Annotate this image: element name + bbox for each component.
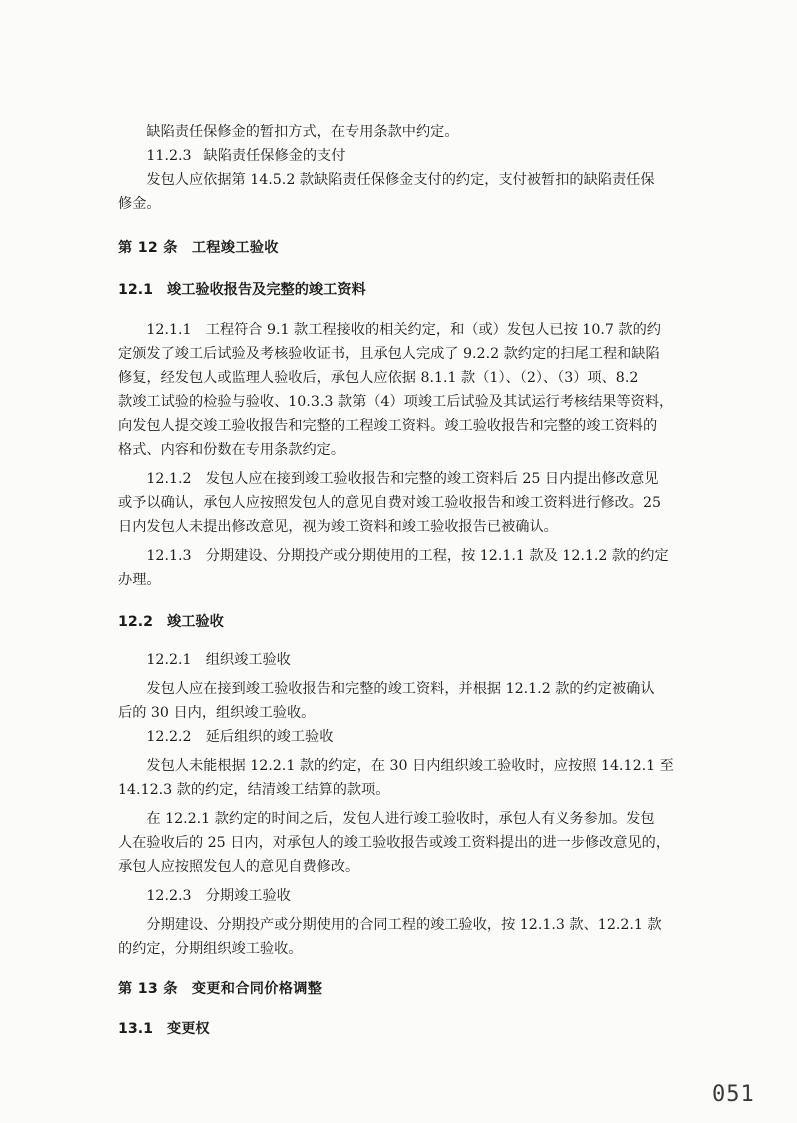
paragraph (118, 913, 700, 961)
text-line: 修金。 (118, 196, 161, 212)
clause-12-1-1 (118, 318, 700, 462)
section-title: 变更权 (167, 1021, 210, 1037)
clause-number: 11.2.3 (146, 148, 192, 164)
paragraph (118, 807, 700, 879)
text-line: 修复，经发包人或监理人验收后，承包人应依据 8.1.1 款（1）、（2）、（3）项、8.2 (118, 370, 639, 386)
article-number: 第 13 条 (118, 981, 178, 997)
page-number: 051 (712, 1082, 755, 1107)
section-12-2-heading (118, 610, 700, 634)
text-line: 款竣工试验的检验与验收、10.3.3 款第（4）项竣工后试验及其试运行考核结果等资料， (118, 394, 674, 410)
text-line: 办理。 (118, 572, 161, 588)
page-content (118, 120, 700, 1041)
text-line: 日内发包人未提出修改意见，视为竣工资料和竣工验收报告已被确认。 (118, 519, 558, 535)
text-line: 承包人应按照发包人的意见自费修改。 (118, 859, 360, 875)
article-13-heading (118, 977, 700, 1001)
text-line: 发包人应在接到竣工验收报告和完整的竣工资料，并根据 12.1.2 款的约定被确认 (146, 681, 655, 697)
section-number: 13.1 (118, 1021, 154, 1037)
article-number: 第 12 条 (118, 240, 178, 256)
section-title: 竣工验收 (167, 614, 224, 630)
text-line: 分期建设、分期投产或分期使用的合同工程的竣工验收，按 12.1.3 款、12.2.1 款 (146, 917, 662, 933)
text-line: 向发包人提交竣工验收报告和完整的工程竣工资料。竣工验收报告和完整的竣工资料的 (118, 418, 658, 434)
text-line: 12.1.2 发包人应在接到竣工验收报告和完整的竣工资料后 25 日内提出修改意见 (146, 471, 659, 487)
section-number: 12.1 (118, 282, 154, 298)
section-12-1-heading (118, 278, 700, 302)
text-line: 14.12.3 款的约定，结清竣工结算的款项。 (118, 782, 390, 798)
section-number: 12.2 (118, 614, 154, 630)
text-line: 发包人未能根据 12.2.1 款的约定，在 30 日内组织竣工验收时，应按照 14.12.1 至 (146, 758, 674, 774)
text-line: 的约定，分期组织竣工验收。 (118, 941, 303, 957)
paragraph (118, 677, 700, 725)
text-line: 定颁发了竣工后试验及考核验收证书，且承包人完成了 9.2.2 款约定的扫尾工程和缺陷 (118, 346, 660, 362)
text-line: 12.1.1 工程符合 9.1 款工程接收的相关约定，和（或）发包人已按 10.7 款的约 (146, 322, 661, 338)
paragraph (118, 754, 700, 802)
text-line: 或予以确认，承包人应按照发包人的意见自费对竣工验收报告和竣工资料进行修改。25 (118, 495, 661, 511)
paragraph (118, 120, 700, 144)
clause-heading-12-2-2: 12.2.2 延后组织的竣工验收 (146, 729, 334, 745)
paragraph (118, 168, 700, 216)
clause-12-1-2 (118, 467, 700, 539)
article-title: 工程竣工验收 (191, 240, 279, 256)
clause-heading-12-2-3: 12.2.3 分期竣工验收 (146, 888, 291, 904)
text-line: 人在验收后的 25 日内，对承包人的竣工验收报告或竣工资料提出的进一步修改意见的， (118, 835, 671, 851)
text-line: 后的 30 日内，组织竣工验收。 (118, 705, 316, 721)
article-12-heading (118, 236, 700, 260)
clause-heading-12-2-1: 12.2.1 组织竣工验收 (146, 652, 291, 668)
clause-heading-11-2-3 (118, 144, 700, 168)
text-line: 缺陷责任保修金的暂扣方式，在专用条款中约定。 (146, 124, 459, 140)
text-line: 在 12.2.1 款约定的时间之后，发包人进行竣工验收时，承包人有义务参加。发包 (146, 811, 655, 827)
section-13-1-heading (118, 1017, 700, 1041)
clause-title: 缺陷责任保修金的支付 (203, 148, 346, 164)
section-title: 竣工验收报告及完整的竣工资料 (167, 282, 366, 298)
clause-12-1-3 (118, 544, 700, 592)
text-line: 发包人应依据第 14.5.2 款缺陷责任保修金支付的约定，支付被暂扣的缺陷责任保 (146, 172, 655, 188)
text-line: 12.1.3 分期建设、分期投产或分期使用的工程，按 12.1.1 款及 12.1.2 款的约定 (146, 548, 669, 564)
article-title: 变更和合同价格调整 (191, 981, 323, 997)
text-line: 格式、内容和份数在专用条款约定。 (118, 442, 346, 458)
